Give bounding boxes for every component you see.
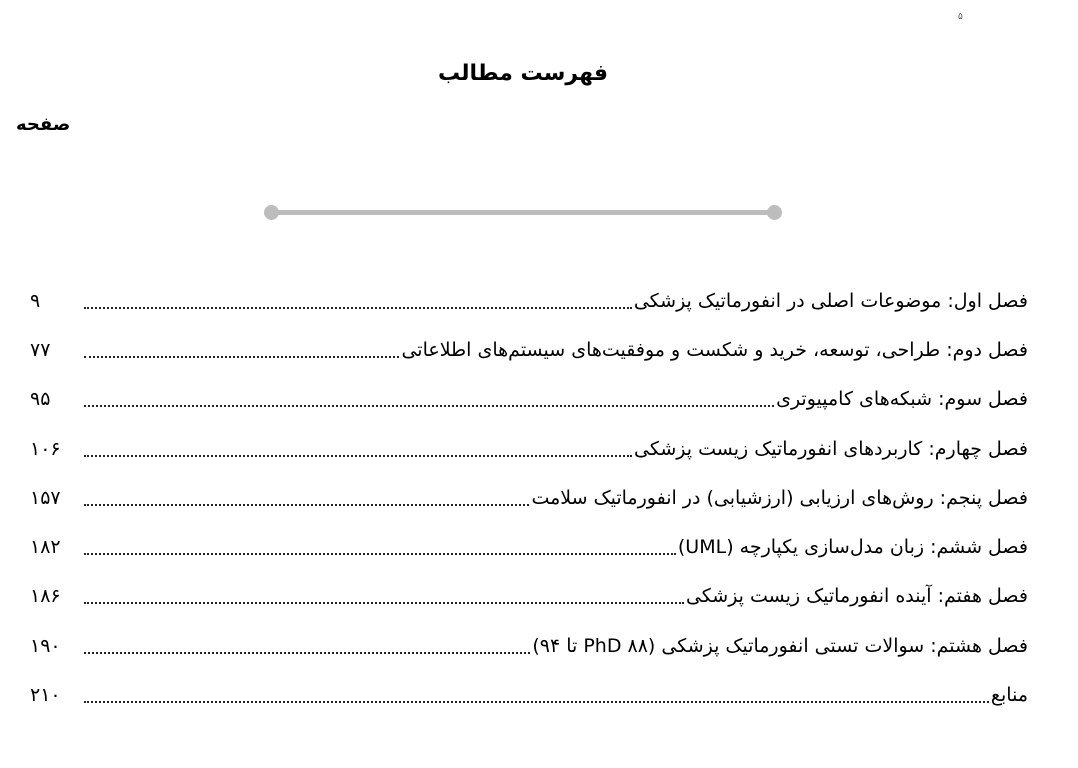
toc-entry-title: فصل دوم: طراحی، توسعه، خرید و شکست و موفقیت‌های سیستم‌های اطلاعاتی <box>401 338 1028 361</box>
toc-entry-page: ۲۱۰ <box>30 684 61 707</box>
divider-line <box>270 210 776 215</box>
page-title: فهرست مطالب <box>437 61 609 86</box>
toc-entry-page: ۱۵۷ <box>30 486 61 509</box>
toc-entry-chapter-7[interactable] <box>30 572 1028 621</box>
page-number: ۵ <box>958 12 963 22</box>
dot-leader <box>84 600 684 604</box>
dot-leader <box>84 650 530 654</box>
toc-entry-title: فصل هفتم: آینده انفورماتیک زیست پزشکی <box>685 585 1028 608</box>
toc-entry-title: فصل سوم: شبکه‌های کامپیوتری <box>776 388 1028 411</box>
toc-entry-page: ۱۸۶ <box>30 585 61 608</box>
toc-entry-title: فصل چهارم: کاربردهای انفورماتیک زیست پزشکی <box>634 437 1028 460</box>
table-of-contents <box>30 276 1028 720</box>
toc-entry-page: ۱۸۲ <box>30 536 61 559</box>
toc-entry-title: منابع <box>990 684 1028 707</box>
dot-leader <box>84 551 676 555</box>
dot-leader <box>84 305 632 309</box>
toc-entry-chapter-4[interactable] <box>30 424 1028 473</box>
dot-leader <box>84 453 632 457</box>
toc-entry-page: ۱۰۶ <box>30 437 61 460</box>
toc-entry-references[interactable] <box>30 670 1028 719</box>
divider-end-dot-right <box>767 205 782 220</box>
page-column-label: صفحه <box>16 114 71 135</box>
toc-entry-chapter-6[interactable] <box>30 522 1028 571</box>
toc-entry-page: ۹ <box>30 289 41 312</box>
toc-entry-page: ۷۷ <box>30 338 51 361</box>
toc-entry-chapter-5[interactable] <box>30 473 1028 522</box>
toc-entry-page: ۱۹۰ <box>30 634 61 657</box>
toc-entry-page: ۹۵ <box>30 388 51 411</box>
toc-entry-title: فصل ششم: زبان مدل‌سازی یکپارچه (UML) <box>677 536 1028 559</box>
toc-entry-chapter-1[interactable] <box>30 276 1028 325</box>
dot-leader <box>84 699 989 703</box>
dot-leader <box>84 354 399 358</box>
toc-entry-title: فصل هشتم: سوالات تستی انفورماتیک پزشکی (PhD ۸۸ تا ۹۴) <box>532 634 1028 657</box>
toc-entry-title: فصل پنجم: روش‌های ارزیابی (ارزشیابی) در انفورماتیک سلامت <box>531 486 1028 509</box>
decorative-divider <box>264 205 782 219</box>
toc-entry-chapter-8[interactable] <box>30 621 1028 670</box>
toc-entry-chapter-3[interactable] <box>30 375 1028 424</box>
dot-leader <box>84 502 529 506</box>
divider-end-dot-left <box>264 205 279 220</box>
dot-leader <box>84 403 774 407</box>
toc-entry-title: فصل اول: موضوعات اصلی در انفورماتیک پزشکی <box>633 289 1028 312</box>
toc-entry-chapter-2[interactable] <box>30 325 1028 374</box>
